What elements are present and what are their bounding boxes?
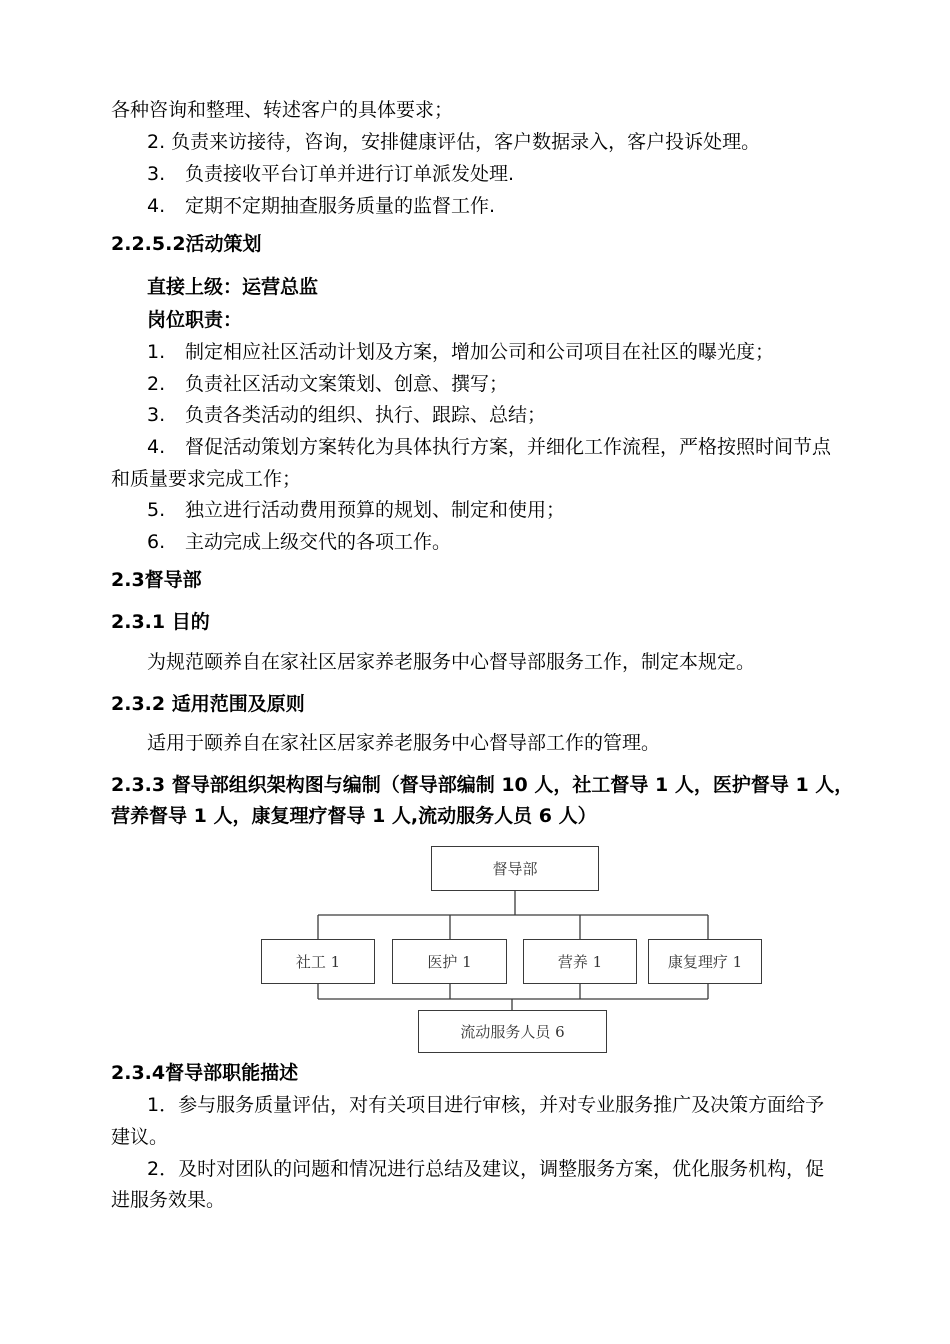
org-node-nutrition: 营养 1 [523, 939, 637, 984]
list-number: 4. [147, 195, 166, 217]
section-heading: 2.2.5.2活动策划 [111, 233, 262, 255]
list-text: 督促活动策划方案转化为具体执行方案，并细化工作流程，严格按照时间节点 [185, 436, 832, 458]
subsection-heading: 2.3.4督导部职能描述 [111, 1062, 299, 1084]
list-number: 6. [147, 531, 166, 553]
section-heading: 2.3督导部 [111, 569, 202, 591]
org-node-medical: 医护 1 [392, 939, 507, 984]
list-item [147, 529, 451, 555]
org-node-mobile-staff: 流动服务人员 6 [418, 1010, 607, 1053]
paragraph: 为规范颐养自在家社区居家养老服务中心督导部服务工作，制定本规定。 [147, 651, 756, 673]
subsection-heading: 2.3.3 督导部组织架构图与编制（督导部编制 10 人，社工督导 1 人，医护督导 1 人， [111, 774, 854, 796]
list-item [147, 339, 774, 365]
list-number: 3. [147, 163, 166, 185]
list-text: 独立进行活动费用预算的规划、制定和使用； [185, 499, 566, 521]
list-number: 4. [147, 436, 166, 458]
list-text: 负责各类活动的组织、执行、跟踪、总结； [185, 404, 547, 426]
list-text: 负责接收平台订单并进行订单派发处理. [185, 163, 515, 185]
paragraph: 1．参与服务质量评估，对有关项目进行审核，并对专业服务推广及决策方面给予 [147, 1094, 825, 1116]
paragraph-continuation: 建议。 [111, 1126, 169, 1148]
text-line: 2. 负责来访接待，咨询，安排健康评估，客户数据录入，客户投诉处理。 [147, 131, 761, 153]
direct-superior: 直接上级：运营总监 [147, 276, 319, 298]
list-text: 定期不定期抽查服务质量的监督工作. [185, 195, 496, 217]
org-node-rehab: 康复理疗 1 [648, 939, 762, 984]
list-item [147, 434, 831, 460]
org-node-root: 督导部 [431, 846, 599, 891]
list-item [147, 371, 508, 397]
text-line: 各种咨询和整理、转述客户的具体要求； [111, 99, 454, 121]
list-text: 负责社区活动文案策划、创意、撰写； [185, 373, 509, 395]
paragraph: 2．及时对团队的问题和情况进行总结及建议，调整服务方案，优化服务机构，促 [147, 1158, 825, 1180]
list-item [147, 161, 514, 187]
org-node-social-work: 社工 1 [261, 939, 375, 984]
list-number: 5. [147, 499, 166, 521]
list-number: 2. [147, 373, 166, 395]
subsection-heading-continuation: 营养督导 1 人，康复理疗督导 1 人,流动服务人员 6 人） [111, 805, 597, 827]
list-item-continuation: 和质量要求完成工作； [111, 468, 302, 490]
paragraph: 适用于颐养自在家社区居家养老服务中心督导部工作的管理。 [147, 732, 661, 754]
list-number: 3. [147, 404, 166, 426]
list-item [147, 193, 495, 219]
list-item [147, 497, 565, 523]
list-text: 主动完成上级交代的各项工作。 [185, 531, 452, 553]
list-number: 1. [147, 341, 166, 363]
list-item [147, 402, 546, 428]
subsection-heading: 2.3.2 适用范围及原则 [111, 693, 305, 715]
duties-title: 岗位职责： [147, 309, 243, 331]
subsection-heading: 2.3.1 目的 [111, 611, 210, 633]
paragraph-continuation: 进服务效果。 [111, 1189, 226, 1211]
list-text: 制定相应社区活动计划及方案，增加公司和公司项目在社区的曝光度； [185, 341, 775, 363]
